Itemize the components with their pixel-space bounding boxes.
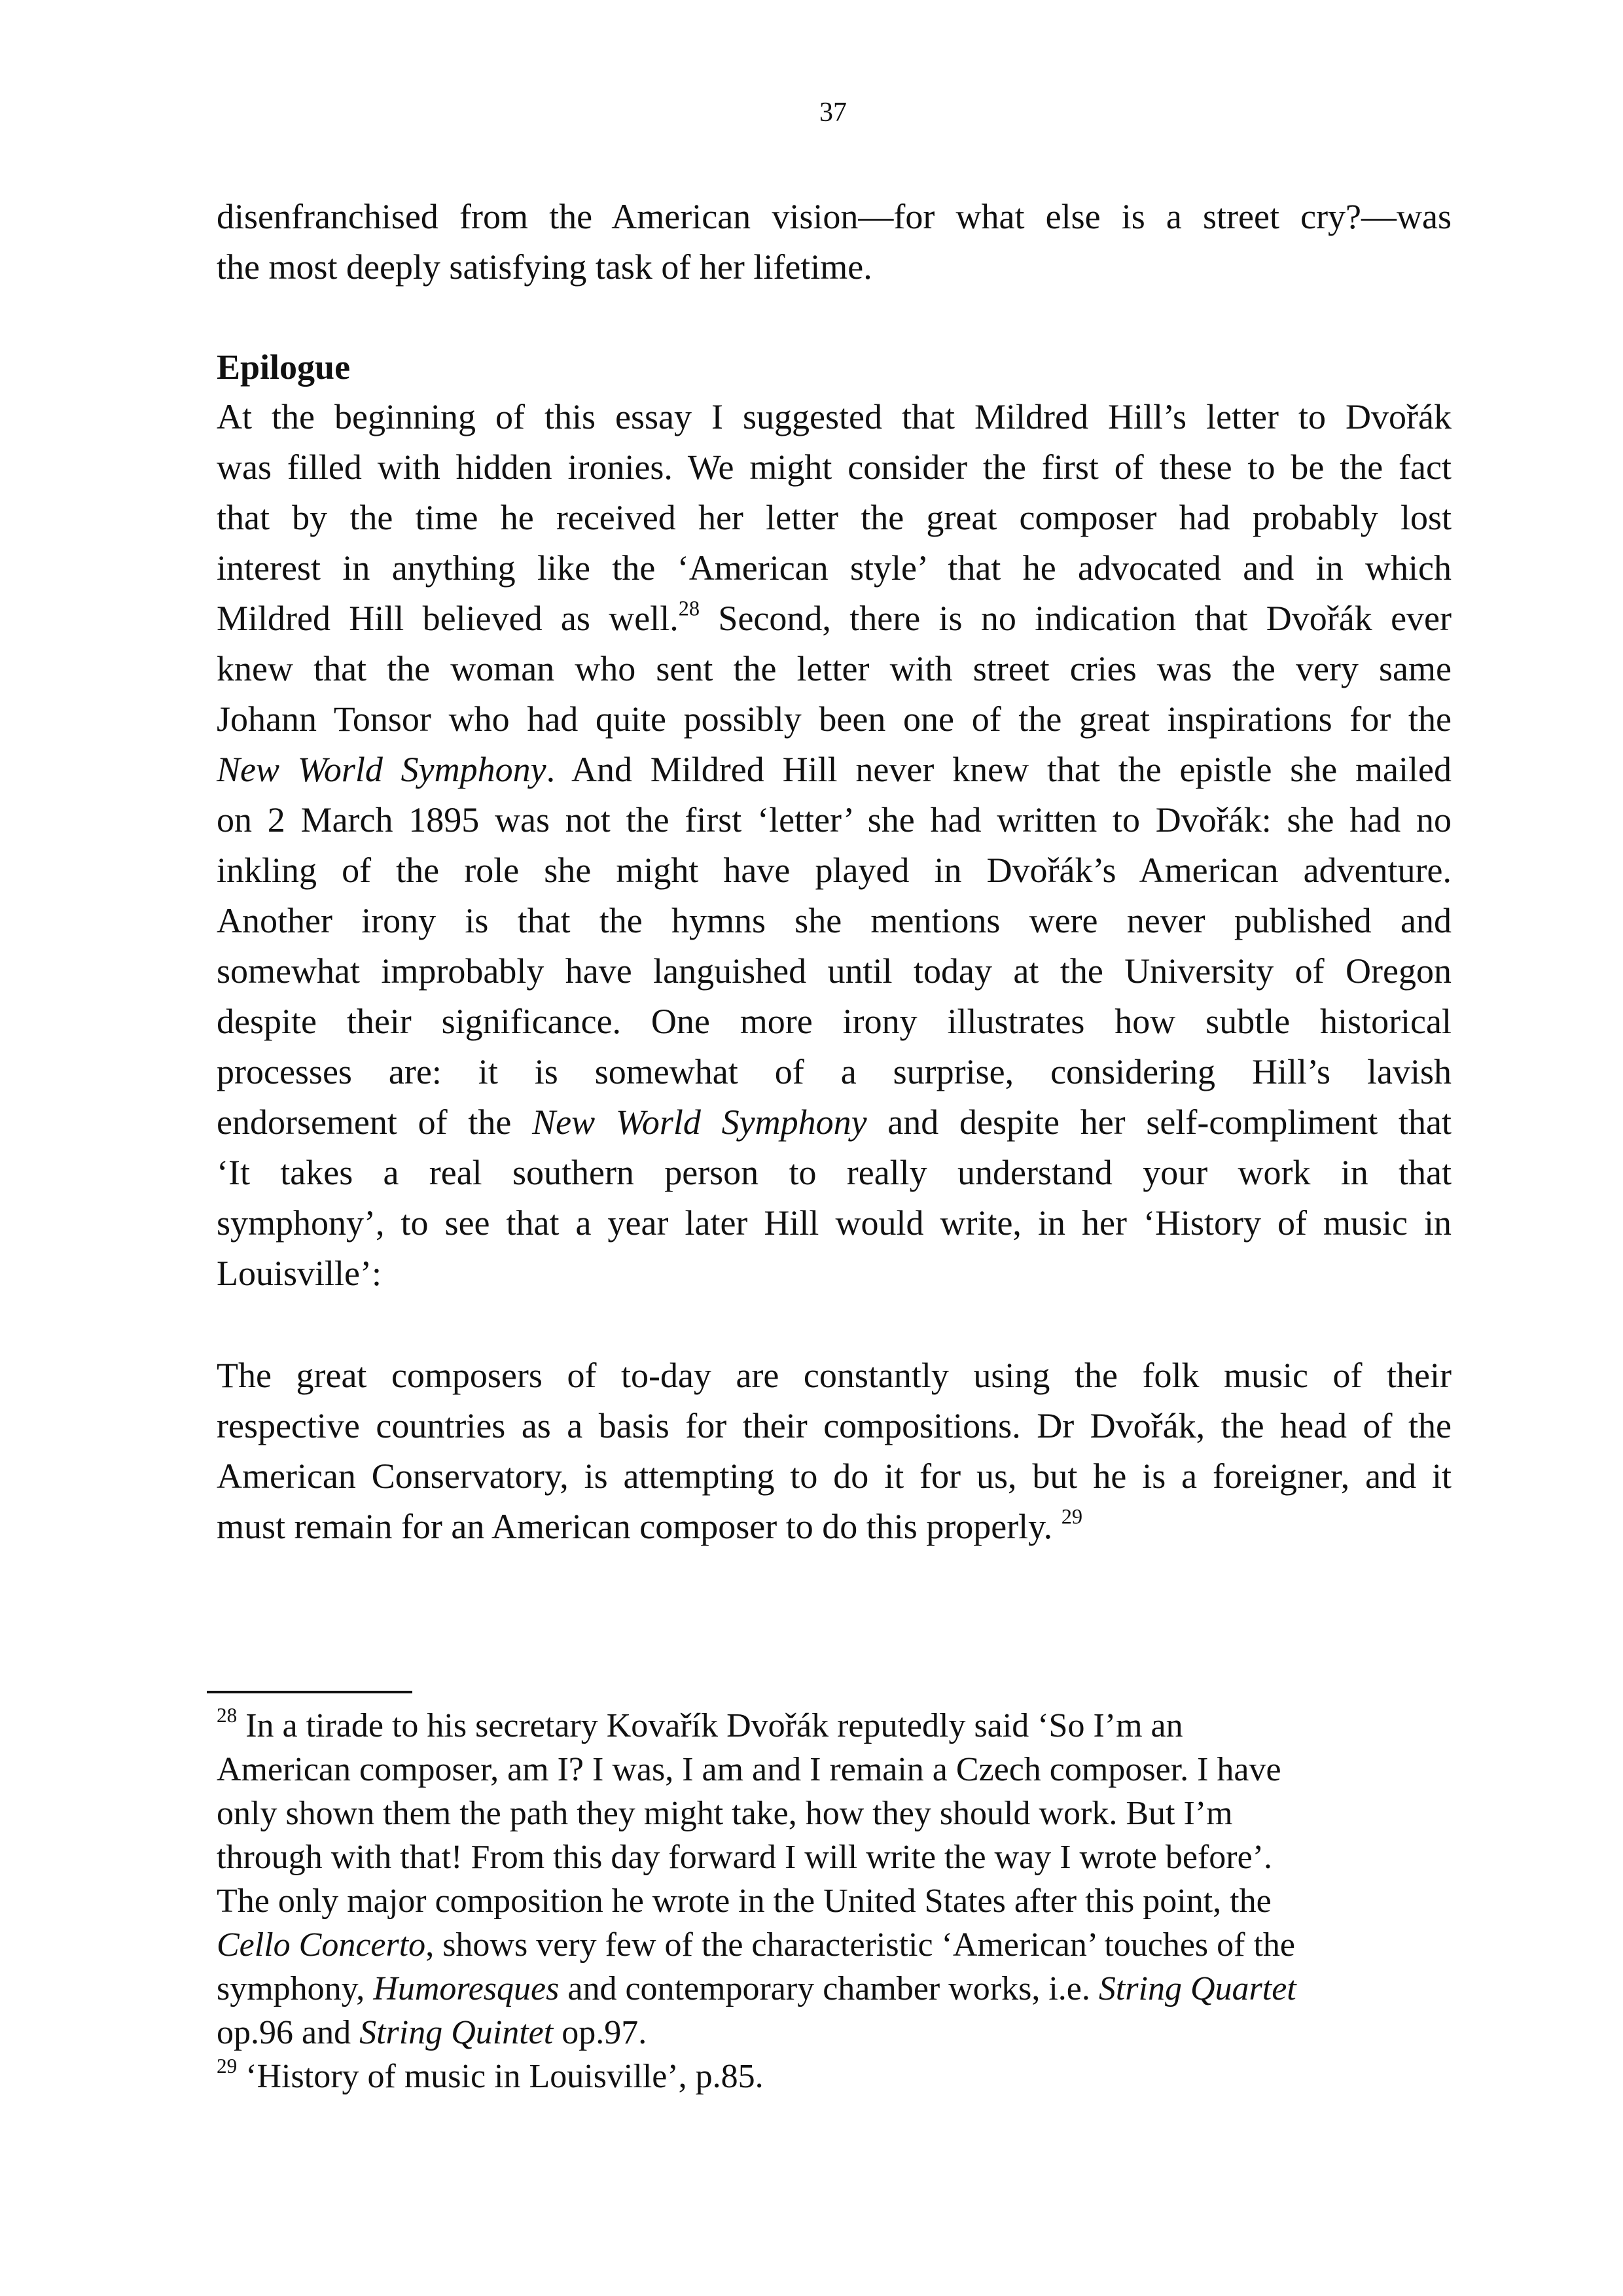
footnote-marker: 28 <box>217 1704 238 1727</box>
text-segment: knew that the woman who sent the letter with street cries was the very same <box>217 649 1452 688</box>
text-line <box>217 1704 1452 1748</box>
text-segment: op.96 and <box>217 2014 360 2051</box>
italic-title: Humoresques <box>373 1970 560 2007</box>
text-line <box>217 1835 1452 1879</box>
text-line <box>217 242 1452 292</box>
text-line <box>217 845 1452 896</box>
text-line <box>217 1792 1452 1835</box>
text-line <box>217 593 1452 644</box>
text-segment: American Conservatory, is attempting to do it for us, but he is a foreigner, and it <box>217 1457 1452 1496</box>
text-segment: The only major composition he wrote in the United States after this point, the <box>217 1882 1272 1920</box>
text-segment: endorsement of the <box>217 1103 533 1142</box>
text-segment: The great composers of to-day are constantly using the folk music of their <box>217 1356 1452 1395</box>
text-segment: must remain for an American composer to do this properly. <box>217 1507 1061 1546</box>
italic-title: String Quartet <box>1098 1970 1296 2007</box>
text-line <box>217 1451 1452 1502</box>
text-line <box>217 1047 1452 1097</box>
text-line <box>217 392 1452 442</box>
text-line <box>217 1879 1452 1923</box>
text-line <box>217 1248 1452 1299</box>
text-line <box>217 1148 1452 1198</box>
text-segment: Another irony is that the hymns she mentions were never published and <box>217 901 1452 940</box>
text-line <box>217 442 1452 493</box>
text-line <box>217 946 1452 997</box>
text-segment: , shows very few of the characteristic ‘American’ touches of the <box>425 1926 1296 1964</box>
text-segment: somewhat improbably have languished until today at the University of Oregon <box>217 951 1452 991</box>
text-segment: American composer, am I? I was, I am and I remain a Czech composer. I have <box>217 1751 1281 1788</box>
paragraph-continuation <box>217 192 1452 292</box>
footnote-marker: 28 <box>678 597 700 621</box>
text-segment: despite their significance. One more irony illustrates how subtle historical <box>217 1002 1452 1041</box>
text-segment: processes are: it is somewhat of a surprise, considering Hill’s lavish <box>217 1052 1452 1091</box>
footnote-marker: 29 <box>217 2055 238 2078</box>
text-segment: interest in anything like the ‘American style’ that he advocated and in which <box>217 548 1452 588</box>
text-segment: and despite her self-compliment that <box>866 1103 1452 1142</box>
text-segment: . And Mildred Hill never knew that the epistle she mailed <box>546 750 1452 789</box>
italic-title: Cello Concerto <box>217 1926 426 1964</box>
text-line <box>217 1923 1452 1967</box>
italic-title: String Quintet <box>359 2014 554 2051</box>
epilogue-paragraph <box>217 392 1452 1299</box>
text-segment: Second, there is no indication that Dvořák ever <box>700 599 1452 638</box>
footnote-marker: 29 <box>1061 1505 1083 1529</box>
text-segment: op.97. <box>553 2014 647 2051</box>
text-segment: respective countries as a basis for their compositions. Dr Dvořák, the head of the <box>217 1406 1452 1445</box>
block-quote <box>217 1351 1452 1552</box>
text-line <box>217 997 1452 1047</box>
text-segment: that by the time he received her letter the great composer had probably lost <box>217 498 1452 537</box>
page-number: 37 <box>819 97 847 128</box>
text-segment: disenfranchised from the American vision—for what else is a street cry?—was <box>217 197 1452 236</box>
italic-title: New World Symphony <box>532 1103 867 1142</box>
text-segment: symphony, <box>217 1970 374 2007</box>
text-line <box>217 543 1452 593</box>
text-segment: was filled with hidden ironies. We might consider the first of these to be the fact <box>217 448 1452 487</box>
text-segment: and contemporary chamber works, i.e. <box>559 1970 1099 2007</box>
section-heading-epilogue: Epilogue <box>217 347 351 387</box>
footnote-separator <box>207 1691 412 1693</box>
text-line <box>217 795 1452 845</box>
text-segment: Louisville’: <box>217 1254 382 1293</box>
text-line <box>217 1198 1452 1248</box>
text-line <box>217 1748 1452 1792</box>
footnotes <box>217 1704 1452 2098</box>
text-segment: only shown them the path they might take, how they should work. But I’m <box>217 1795 1233 1832</box>
text-line <box>217 1097 1452 1148</box>
text-segment: Mildred Hill believed as well. <box>217 599 679 638</box>
text-line <box>217 493 1452 543</box>
text-line <box>217 1401 1452 1451</box>
text-line <box>217 192 1452 242</box>
text-line <box>217 1502 1452 1552</box>
text-segment: ‘History of music in Louisville’, p.85. <box>237 2058 764 2095</box>
text-segment: symphony’, to see that a year later Hill would write, in her ‘History of music in <box>217 1203 1452 1243</box>
text-segment: ‘It takes a real southern person to really understand your work in that <box>217 1153 1452 1192</box>
text-line <box>217 2055 1452 2098</box>
text-line <box>217 694 1452 745</box>
text-line <box>217 896 1452 946</box>
text-line <box>217 2011 1452 2055</box>
text-line <box>217 1351 1452 1401</box>
text-segment: through with that! From this day forward I will write the way I wrote before’. <box>217 1839 1273 1876</box>
text-segment: At the beginning of this essay I suggested that Mildred Hill’s letter to Dvořák <box>217 397 1452 436</box>
text-line <box>217 644 1452 694</box>
text-segment: In a tirade to his secretary Kovařík Dvořák reputedly said ‘So I’m an <box>237 1707 1183 1744</box>
text-line <box>217 745 1452 795</box>
text-line <box>217 1967 1452 2011</box>
text-segment: the most deeply satisfying task of her lifetime. <box>217 247 872 287</box>
text-segment: inkling of the role she might have played in Dvořák’s American adventure. <box>217 851 1452 890</box>
italic-title: New World Symphony <box>217 750 546 789</box>
text-segment: Johann Tonsor who had quite possibly been one of the great inspirations for the <box>217 699 1452 739</box>
text-segment: on 2 March 1895 was not the first ‘letter’ she had written to Dvořák: she had no <box>217 800 1452 839</box>
